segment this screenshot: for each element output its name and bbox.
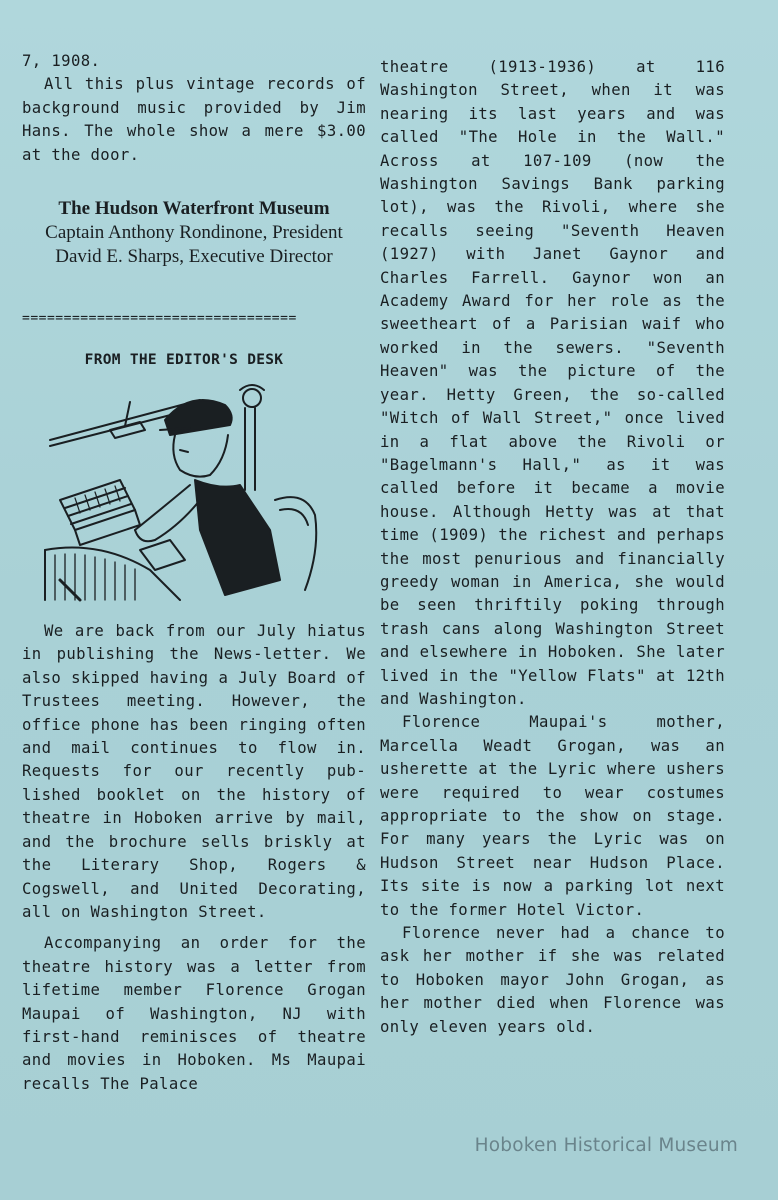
right-column	[380, 56, 725, 1039]
right-paragraph-1: theatre (1913-1936) at 116 Washington Street, when it was nearing its last years and was called "The Hole in the Wall." Across at 107-109 (now the Washington Savings Bank parking lot), was the Rivoli, where she recalls seeing "Seventh Heaven (1927) with Janet Gaynor and Charles Farrell. Gaynor won an Academy Award for her role as the sweetheart of a Parisian waif who worked in the sewers. "Seventh Heaven" was the picture of the year. Hetty Green, the so-called "Witch of Wall Street," once lived in a flat above the Rivoli or "Bagelmann's Hall," as it was called before it became a movie house. Although Hetty was at that time (1909) the richest and perhaps the most penurious and financially greedy woman in America, she would be seen thriftily poking through trash cans along Washington Street and elsewhere in Hoboken. She later lived in the "Yellow Flats" at 12th and Washington.	[380, 58, 725, 708]
left-column	[22, 50, 366, 1096]
intro-line: 7, 1908.	[22, 52, 101, 70]
right-paragraph-3-text: Florence never had a chance to ask her mother if she was related to Hoboken mayor John Grogan, as her mother died when Florence was only eleven years old.	[380, 924, 725, 1036]
right-paragraph-2-text: Florence Maupai's mother, Marcella Weadt Grogan, was an usherette at the Lyric where ushers were required to wear costumes appropriate to the show on stage. For many years the Lyric was on Hudson Street near Hudson Place. Its site is now a parking lot next to the former Hotel Victor.	[380, 713, 725, 919]
watermark: Hoboken Historical Museum	[474, 1135, 738, 1156]
museum-name: The Hudson Waterfront Museum	[58, 198, 330, 220]
intro-paragraph	[22, 73, 366, 167]
editor-heading: FROM THE EDITOR'S DESK	[84, 352, 284, 369]
typist-at-typewriter-illustration	[40, 380, 340, 610]
section-divider: =================================	[22, 311, 297, 327]
museum-credits	[10, 197, 378, 269]
intro-paragraph-text: All this plus vintage records of background music provided by Jim Hans. The whole show a mere $3.00 at the door.	[22, 75, 366, 164]
right-paragraph-3	[380, 922, 725, 1039]
editor-paragraph-1-text: We are back from our July hiatus in publishing the News-letter. We also skipped having a July Board of Trustees meeting. However, the office phone has been ringing often and mail continues to flow in. Requests for our recently pub-lished booklet on the history of theatre in Hoboken arrive by mail, and the brochure sells briskly at the Literary Shop, Rogers & Cogswell, and United Decorating, all on Washington Street.	[22, 622, 366, 921]
museum-director: David E. Sharps, Executive Director	[55, 246, 333, 268]
editor-paragraph-2-text: Accompanying an order for the theatre history was a letter from lifetime member Florence Grogan Maupai of Washington, NJ with first-hand reminisces of theatre and movies in Hoboken. Ms Maupai recalls The Palace	[22, 934, 366, 1093]
right-paragraph-2	[380, 711, 725, 922]
museum-president: Captain Anthony Rondinone, President	[45, 222, 343, 244]
editor-paragraph-2	[22, 932, 366, 1096]
editor-paragraph-1	[22, 620, 366, 924]
